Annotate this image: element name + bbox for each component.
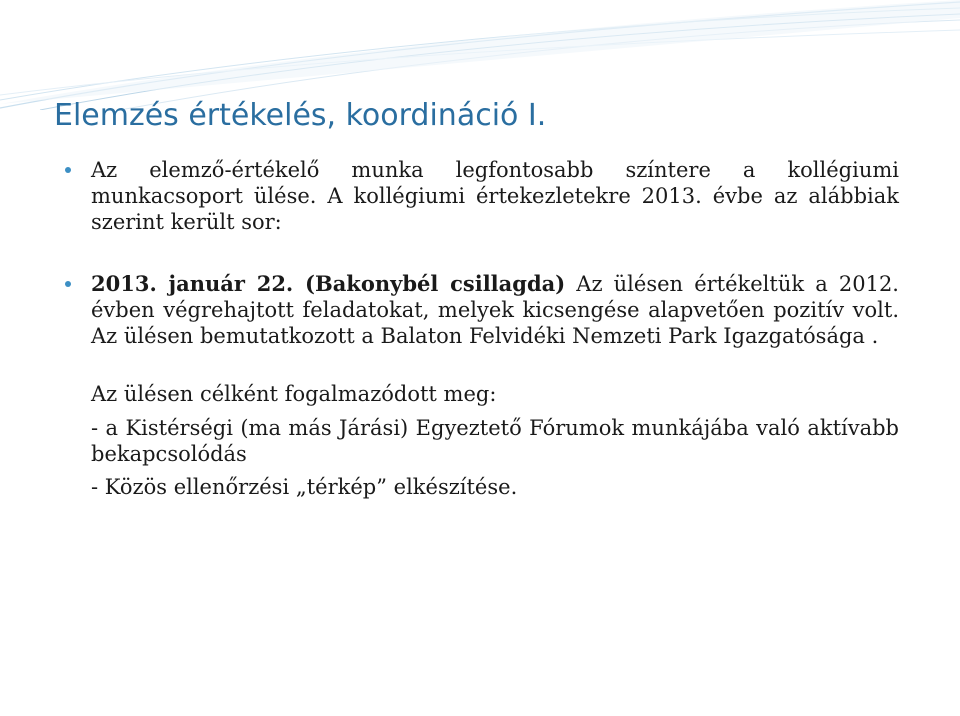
bullet-dot-icon xyxy=(65,281,71,287)
bullet-item xyxy=(91,271,899,349)
bullet-text: Az elemző-értékelő munka legfontosabb színtere a kollégiumi munkacsoport ülése. A kollégiumi értekezletekre 2013. évbe az alábbiak szerint került sor: xyxy=(91,158,899,234)
slide-title: Elemzés értékelés, koordináció I. xyxy=(54,98,547,133)
meeting-date-heading: 2013. január 22. (Bakonybél csillagda) xyxy=(91,271,566,296)
goal-intro: Az ülésen célként fogalmazódott meg: xyxy=(91,382,497,406)
goal-item: - a Kistérségi (ma más Járási) Egyeztető Fórumok munkájába való aktívabb bekapcsolódás xyxy=(91,416,899,466)
header-wave-decoration xyxy=(0,0,960,110)
slide-body xyxy=(91,157,899,500)
bullet-text: Az ülésen értékeltük a 2012. évben végrehajtott feladatokat, melyek kicsengése alapvetően pozitív volt. Az ülésen bemutatkozott a Balaton Felvidéki Nemzeti Park Igazgatósága . xyxy=(91,272,899,348)
bullet-dot-icon xyxy=(65,167,71,173)
bullet-item xyxy=(91,157,899,235)
goal-item: - Közös ellenőrzési „térkép” elkészítése. xyxy=(91,475,518,499)
